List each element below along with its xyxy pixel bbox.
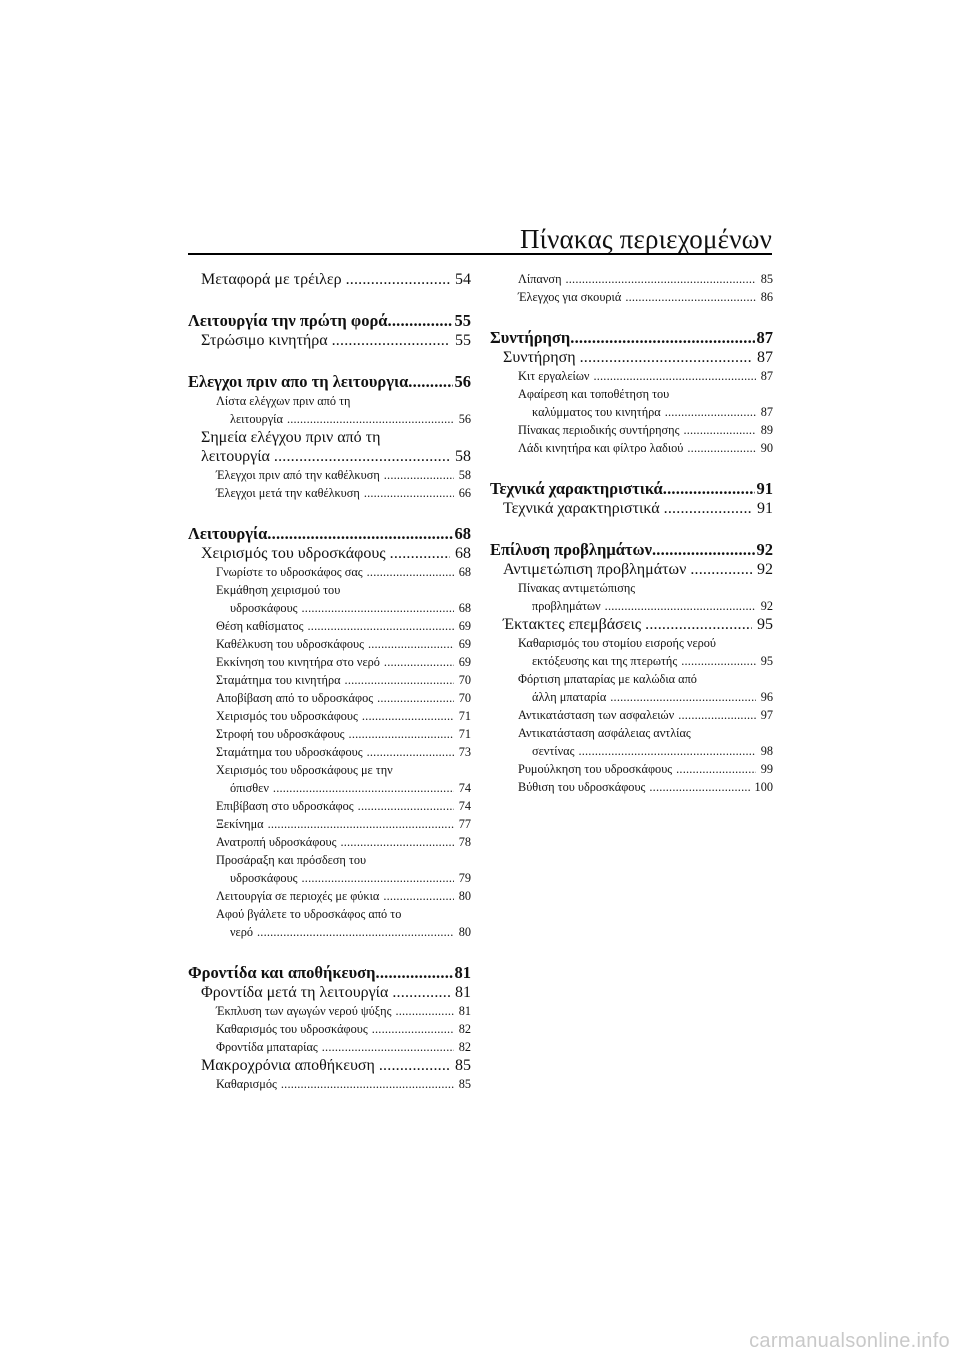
toc-page-number: 78 — [458, 835, 471, 849]
dot-leader — [367, 563, 454, 581]
dot-leader — [372, 1020, 454, 1038]
toc-entry-title: Καθαρισμός του υδροσκάφους — [216, 1022, 368, 1036]
section-gap — [188, 502, 471, 524]
toc-page-number: 82 — [458, 1022, 471, 1036]
toc-entry-l1[interactable] — [188, 311, 471, 331]
toc-page-number: 99 — [760, 762, 773, 776]
dot-leader — [665, 403, 756, 421]
dot-leader — [678, 706, 755, 724]
toc-entry-title: Χειρισμός του υδροσκάφους — [201, 545, 386, 562]
toc-entry-l1[interactable] — [188, 963, 471, 983]
toc-page-number: 68 — [458, 565, 471, 579]
dot-leader — [578, 742, 755, 760]
dot-leader — [345, 671, 454, 689]
toc-entry-title: Μεταφορά με τρέιλερ — [201, 271, 342, 288]
toc-entry-l3[interactable] — [490, 385, 773, 421]
toc-entry-l3[interactable] — [188, 743, 471, 761]
dot-leader — [267, 524, 452, 544]
toc-entry-title: όπισθεν — [230, 781, 269, 795]
toc-entry-title: καλύμματος του κινητήρα — [532, 405, 661, 419]
toc-page-number: 77 — [458, 817, 471, 831]
toc-page-number: 74 — [458, 799, 471, 813]
toc-entry-title: Επιβίβαση στο υδροσκάφος — [216, 799, 354, 813]
toc-page-number: 100 — [754, 780, 773, 794]
dot-leader — [408, 372, 452, 392]
toc-entry-l3[interactable] — [490, 760, 773, 778]
toc-page-number: 70 — [458, 691, 471, 705]
dot-leader — [384, 466, 454, 484]
toc-entry-l3[interactable] — [188, 725, 471, 743]
toc-page-number: 68 — [455, 545, 471, 562]
toc-page-number: 71 — [458, 727, 471, 741]
toc-entry-l3[interactable] — [188, 707, 471, 725]
dot-leader — [676, 760, 756, 778]
toc-entry-title: Επίλυση προβλημάτων — [490, 540, 652, 559]
toc-page-number: 89 — [760, 423, 773, 437]
toc-entry-l3[interactable] — [188, 1075, 471, 1093]
toc-entry-title: Φροντίδα μετά τη λειτουργία — [201, 984, 389, 1001]
toc-entry-l3[interactable] — [188, 484, 471, 502]
toc-entry-l3[interactable] — [188, 653, 471, 671]
toc-entry-title: υδροσκάφους — [230, 871, 298, 885]
dot-leader — [395, 1002, 453, 1020]
toc-entry-l3[interactable] — [188, 905, 471, 941]
dot-leader — [287, 410, 454, 428]
dot-leader — [388, 311, 453, 331]
toc-entry-l2[interactable] — [188, 270, 471, 289]
toc-entry-title: Βύθιση του υδροσκάφους — [518, 780, 646, 794]
toc-page-number: 80 — [458, 925, 471, 939]
toc-entry-l3[interactable] — [188, 689, 471, 707]
toc-entry-l3[interactable] — [188, 833, 471, 851]
toc-page-number: 70 — [458, 673, 471, 687]
toc-page-number: 86 — [760, 290, 773, 304]
toc-entry-title: Καθαρισμός — [216, 1077, 277, 1091]
dot-leader — [605, 597, 756, 615]
toc-entry-l3[interactable] — [490, 579, 773, 615]
toc-entry-title: Καθέλκυση του υδροσκάφους — [216, 637, 364, 651]
toc-entry-title: Φροντίδα και αποθήκευση — [188, 963, 376, 982]
dot-leader — [663, 479, 755, 499]
toc-entry-title: Θέση καθίσματος — [216, 619, 304, 633]
toc-entry-title: Αντιμετώπιση προβλημάτων — [503, 561, 687, 578]
toc-page-number: 87 — [760, 369, 773, 383]
toc-entry-l2[interactable] — [490, 348, 773, 367]
toc-entry-title: Μακροχρόνια αποθήκευση — [201, 1057, 375, 1074]
page-title: Πίνακας περιεχομένων — [519, 224, 772, 254]
section-gap — [188, 941, 471, 963]
toc-entry-l3[interactable] — [490, 670, 773, 706]
section-gap — [490, 306, 773, 328]
dot-leader — [273, 779, 454, 797]
toc-entry-title: Εκκίνηση του κινητήρα στο νερό — [216, 655, 380, 669]
dot-leader — [349, 725, 454, 743]
dot-leader — [383, 887, 453, 905]
section-gap — [188, 289, 471, 311]
toc-entry-l3[interactable] — [490, 288, 773, 306]
dot-leader — [268, 815, 454, 833]
dot-leader — [377, 689, 454, 707]
toc-entry-l2[interactable] — [490, 615, 773, 634]
toc-entry-title: Αντικατάσταση των ασφαλειών — [518, 708, 675, 722]
toc-entry-title: Στρώσιμο κινητήρα — [201, 332, 328, 349]
toc-entry-l3[interactable] — [188, 563, 471, 581]
toc-page-number: 92 — [756, 540, 773, 559]
toc-left-column — [188, 270, 471, 1093]
toc-entry-title: λειτουργία — [201, 448, 270, 465]
toc-entry-l3[interactable] — [490, 634, 773, 670]
toc-entry-l3[interactable] — [188, 635, 471, 653]
toc-page-number: 58 — [458, 468, 471, 482]
toc-page-number: 58 — [455, 448, 471, 465]
toc-entry-title: Ξεκίνημα — [216, 817, 264, 831]
toc-page-number: 90 — [760, 441, 773, 455]
toc-entry-title: Λειτουργία σε περιοχές με φύκια — [216, 889, 380, 903]
toc-entry-title: Ελεγχοι πριν απο τη λειτουργια — [188, 372, 409, 391]
toc-page-number: 98 — [760, 744, 773, 758]
toc-entry-l3[interactable] — [490, 439, 773, 457]
toc-page-number: 74 — [458, 781, 471, 795]
toc-entry-title: Λίστα ελέγχων πριν από τη — [216, 394, 351, 408]
toc-entry-title: Πίνακας αντιμετώπισης — [518, 581, 636, 595]
toc-entry-title: Λάδι κινητήρα και φίλτρο λαδιού — [518, 441, 684, 455]
toc-page-number: 71 — [458, 709, 471, 723]
toc-entry-title: Γνωρίστε το υδροσκάφος σας — [216, 565, 363, 579]
toc-page-number: 85 — [760, 272, 773, 286]
toc-page-number: 79 — [458, 871, 471, 885]
dot-leader — [332, 331, 450, 350]
dot-leader — [358, 797, 454, 815]
dot-leader — [379, 1056, 450, 1075]
toc-entry-title: Συντήρηση — [490, 328, 571, 347]
toc-entry-title: Λειτουργία την πρώτη φορά — [188, 311, 388, 330]
toc-entry-l2[interactable] — [188, 983, 471, 1002]
toc-entry-l1[interactable] — [490, 540, 773, 560]
toc-page-number: 55 — [454, 311, 471, 330]
dot-leader — [302, 869, 454, 887]
section-gap — [490, 457, 773, 479]
dot-leader — [362, 707, 454, 725]
toc-entry-title: Τεχνικά χαρακτηριστικά — [490, 479, 663, 498]
toc-page-number: 85 — [455, 1057, 471, 1074]
dot-leader — [580, 348, 752, 367]
toc-entry-l3[interactable] — [490, 778, 773, 796]
dot-leader — [566, 270, 756, 288]
dot-leader — [322, 1038, 454, 1056]
toc-entry-title: Αποβίβαση από το υδροσκάφος — [216, 691, 374, 705]
toc-entry-l3[interactable] — [188, 1002, 471, 1020]
dot-leader — [340, 833, 453, 851]
toc-page-number: 91 — [756, 479, 773, 498]
dot-leader — [681, 652, 756, 670]
toc-entry-title: Στροφή του υδροσκάφους — [216, 727, 345, 741]
toc-page-number: 81 — [455, 984, 471, 1001]
toc-page-number: 69 — [458, 637, 471, 651]
toc-entry-l3[interactable] — [188, 617, 471, 635]
dot-leader — [570, 328, 754, 348]
toc-entry-l2[interactable] — [188, 331, 471, 350]
dot-leader — [625, 288, 755, 306]
toc-entry-l1[interactable] — [490, 479, 773, 499]
toc-page-number: 68 — [454, 524, 471, 543]
toc-entry-title: Χειρισμός του υδροσκάφους με την — [216, 763, 393, 777]
toc-entry-title: Λίπανση — [518, 272, 562, 286]
dot-leader — [652, 540, 755, 560]
toc-entry-l1[interactable] — [490, 328, 773, 348]
dot-leader — [308, 617, 454, 635]
toc-page-number: 69 — [458, 655, 471, 669]
dot-leader — [367, 743, 454, 761]
dot-leader — [368, 635, 454, 653]
toc-page-number: 87 — [760, 405, 773, 419]
toc-page-number: 92 — [760, 599, 773, 613]
toc-entry-title: Προσάραξη και πρόσδεση του — [216, 853, 367, 867]
dot-leader — [346, 270, 450, 289]
toc-entry-l3[interactable] — [188, 761, 471, 797]
toc-page-number: 54 — [455, 271, 471, 288]
dot-leader — [390, 544, 450, 563]
toc-page-number: 97 — [760, 708, 773, 722]
toc-page-number: 96 — [760, 690, 773, 704]
toc-page-number: 81 — [458, 1004, 471, 1018]
title-rule — [188, 253, 772, 255]
dot-leader — [376, 963, 453, 983]
toc-entry-title: Εκμάθηση χειρισμού του — [216, 583, 341, 597]
toc-entry-title: Έκπλυση των αγωγών νερού ψύξης — [216, 1004, 392, 1018]
watermark-text: carmanualsonline.info — [749, 1330, 950, 1352]
toc-entry-title: Αφού βγάλετε το υδροσκάφος από το — [216, 907, 402, 921]
toc-entry-title: Ρυμούλκηση του υδροσκάφους — [518, 762, 673, 776]
section-gap — [490, 518, 773, 540]
toc-page-number: 73 — [458, 745, 471, 759]
toc-page-number: 56 — [458, 412, 471, 426]
dot-leader — [364, 484, 454, 502]
dot-leader — [281, 1075, 454, 1093]
toc-entry-title: Έκτακτες επεμβάσεις — [503, 616, 642, 633]
toc-entry-title: Φόρτιση μπαταρίας με καλώδια από — [518, 672, 697, 686]
toc-entry-title: Κιτ εργαλείων — [518, 369, 590, 383]
toc-page-number: 68 — [458, 601, 471, 615]
toc-entry-l3[interactable] — [188, 466, 471, 484]
toc-entry-title: εκτόξευσης και της πτερωτής — [532, 654, 678, 668]
dot-leader — [683, 421, 755, 439]
dot-leader — [392, 983, 450, 1002]
dot-leader — [645, 615, 752, 634]
toc-page-number: 91 — [757, 500, 773, 517]
dot-leader — [593, 367, 755, 385]
toc-page-number: 87 — [756, 328, 773, 347]
toc-entry-title: Σημεία ελέγχου πριν από τη — [201, 429, 381, 446]
toc-entry-l3[interactable] — [490, 706, 773, 724]
toc-page-number: 95 — [757, 616, 773, 633]
toc-entry-l1[interactable] — [188, 524, 471, 544]
toc-entry-title: Χειρισμός του υδροσκάφους — [216, 709, 358, 723]
dot-leader — [649, 778, 749, 796]
toc-entry-title: προβλημάτων — [532, 599, 601, 613]
toc-page-number: 95 — [760, 654, 773, 668]
toc-entry-l3[interactable] — [188, 797, 471, 815]
dot-leader — [610, 688, 755, 706]
toc-entry-l2[interactable] — [188, 1056, 471, 1075]
section-gap — [188, 350, 471, 372]
toc-entry-title: Τεχνικά χαρακτηριστικά — [503, 500, 660, 517]
toc-entry-l3[interactable] — [188, 392, 471, 428]
toc-entry-title: Σταμάτημα του κινητήρα — [216, 673, 341, 687]
toc-entry-title: Φροντίδα μπαταρίας — [216, 1040, 318, 1054]
toc-entry-title: Καθαρισμός του στομίου εισροής νερού — [518, 636, 716, 650]
toc-entry-l3[interactable] — [188, 815, 471, 833]
toc-entry-l3[interactable] — [188, 1020, 471, 1038]
toc-entry-l3[interactable] — [188, 851, 471, 887]
toc-page-number: 66 — [458, 486, 471, 500]
toc-entry-l2[interactable] — [188, 544, 471, 563]
toc-entry-title: σεντίνας — [532, 744, 575, 758]
dot-leader — [687, 439, 755, 457]
toc-entry-title: άλλη μπαταρία — [532, 690, 607, 704]
toc-entry-l2[interactable] — [188, 428, 471, 466]
toc-entry-title: Αντικατάσταση ασφάλειας αντλίας — [518, 726, 691, 740]
toc-page-number: 69 — [458, 619, 471, 633]
toc-page-number: 85 — [458, 1077, 471, 1091]
dot-leader — [384, 653, 454, 671]
toc-entry-l3[interactable] — [490, 724, 773, 760]
toc-right-column — [490, 270, 773, 796]
toc-entry-title: Έλεγχοι μετά την καθέλκυση — [216, 486, 360, 500]
toc-page-number: 55 — [455, 332, 471, 349]
toc-page-number: 92 — [757, 561, 773, 578]
toc-page-number: 81 — [454, 963, 471, 982]
toc-entry-l2[interactable] — [490, 560, 773, 579]
toc-entry-l3[interactable] — [188, 581, 471, 617]
toc-entry-title: Ανατροπή υδροσκάφους — [216, 835, 337, 849]
toc-entry-l3[interactable] — [490, 367, 773, 385]
toc-entry-l2[interactable] — [490, 499, 773, 518]
toc-entry-l3[interactable] — [490, 421, 773, 439]
dot-leader — [690, 560, 752, 579]
toc-entry-title: Πίνακας περιοδικής συντήρησης — [518, 423, 680, 437]
dot-leader — [664, 499, 752, 518]
toc-entry-l3[interactable] — [188, 887, 471, 905]
toc-entry-title: Σταμάτημα του υδροσκάφους — [216, 745, 363, 759]
toc-page-number: 87 — [757, 349, 773, 366]
toc-entry-title: Έλεγχος για σκουριά — [518, 290, 622, 304]
toc-entry-title: Συντήρηση — [503, 349, 576, 366]
toc-entry-l1[interactable] — [188, 372, 471, 392]
dot-leader — [257, 923, 454, 941]
toc-entry-l3[interactable] — [188, 1038, 471, 1056]
toc-entry-l3[interactable] — [188, 671, 471, 689]
toc-entry-title: λειτουργία — [230, 412, 283, 426]
toc-entry-title: Λειτουργία — [188, 524, 268, 543]
toc-page-number: 82 — [458, 1040, 471, 1054]
toc-entry-title: Αφαίρεση και τοποθέτηση του — [518, 387, 670, 401]
toc-page-number: 56 — [454, 372, 471, 391]
dot-leader — [274, 447, 450, 466]
toc-page-number: 80 — [458, 889, 471, 903]
toc-entry-title: νερό — [230, 925, 254, 939]
toc-entry-title: υδροσκάφους — [230, 601, 298, 615]
toc-entry-title: Έλεγχοι πριν από την καθέλκυση — [216, 468, 380, 482]
dot-leader — [302, 599, 454, 617]
toc-entry-l3[interactable] — [490, 270, 773, 288]
